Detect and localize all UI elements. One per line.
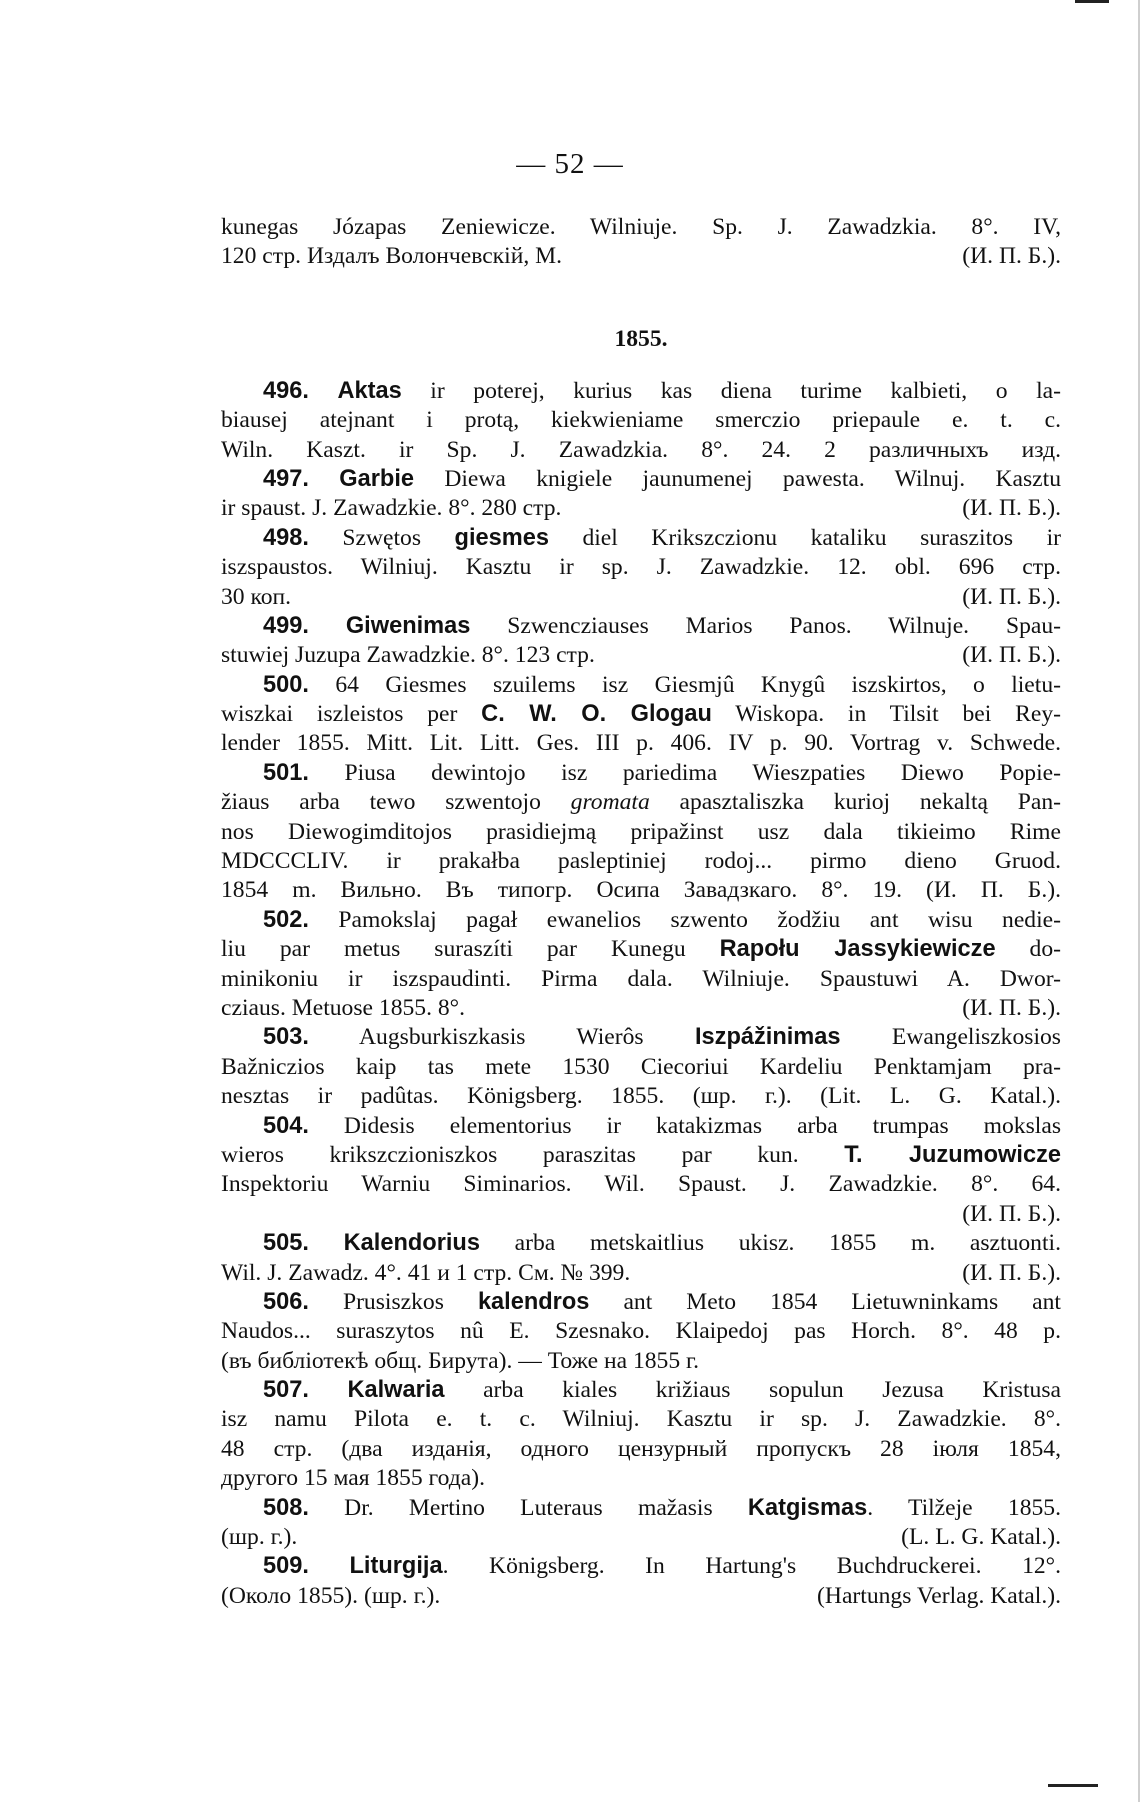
entry-number: 499. — [263, 612, 309, 639]
entry-line: Naudos... suraszytos nû E. Szesnako. Klaipedoj pas Horch. 8°. 48 p. — [221, 1318, 1061, 1345]
entry-keyword: T. Juzumowicze — [844, 1141, 1061, 1168]
entry-line: wieros krikszczioniszkos paraszitas par kun. T. Juzumowicze — [221, 1141, 1061, 1168]
entry-keyword: Garbie — [339, 465, 414, 492]
entry-line: stuwiej Juzupa Zawadzkie. 8°. 123 стр. (И. П. Б.). — [221, 641, 1061, 670]
entry-498: 498. Szwętos giesmes diel Krikszczionu kataliku suraszitos ir — [263, 524, 1062, 551]
entry-505: 505. Kalendorius arba metskaitlius ukisz. 1855 m. asztuonti. — [263, 1230, 1061, 1257]
entry-501: 501. Piusa dewintojo isz pariedima Wieszpaties Diewo Popie- — [263, 759, 1061, 786]
entry-line: wiszkai iszleistos per C. W. O. Glogau Wiskopa. in Tilsit bei Rey- — [221, 701, 1061, 728]
page-number: — 52 — — [516, 148, 624, 180]
entry-line: nesztas ir padûtas. Königsberg. 1855. (шр. г.). (Lit. L. G. Katal.). — [221, 1083, 1061, 1110]
source-mark: (И. П. Б.). — [962, 495, 1061, 522]
year-heading: 1855. — [614, 325, 668, 352]
entry-503: 503. Augsburkiszkasis Wierôs Iszpážinimas Ewangeliszkosios — [263, 1024, 1061, 1051]
entry-line: 48 стр. (два изданія, одного цензурный пропускъ 28 іюля 1854, — [221, 1435, 1061, 1462]
scan-speck — [1075, 0, 1109, 3]
entry-keyword: Kalendorius — [343, 1230, 480, 1257]
entry-keyword: kalendros — [477, 1288, 590, 1315]
entry-499: 499. Giwenimas Szwencziauses Marios Panos. Wilnuje. Spau- — [263, 612, 1061, 639]
entry-number: 506. — [263, 1288, 309, 1315]
entry-number: 503. — [263, 1024, 309, 1051]
entry-number: 504. — [263, 1112, 309, 1139]
entry-line: Wil. J. Zawadz. 4°. 41 и 1 стр. См. № 399. (И. П. Б.). — [221, 1259, 1061, 1288]
entry-keyword: Aktas — [337, 377, 402, 404]
source-mark: (И. П. Б.). — [962, 1259, 1061, 1286]
entry-line: Bažniczios kaip tas mete 1530 Ciecoriui Kardeliu Penktamjam pra- — [221, 1053, 1061, 1080]
entry-line: cziaus. Metuose 1855. 8°. (И. П. Б.). — [221, 994, 1061, 1023]
entry-number: 508. — [263, 1494, 309, 1521]
entry-502: 502. Pamokslaj pagał ewanelios szwento žodžiu ant wisu nedie- — [263, 906, 1061, 933]
entry-line: lender 1855. Mitt. Lit. Litt. Ges. III p. 406. IV p. 90. Vortrag v. Schwede. — [221, 730, 1061, 757]
entry-508: 508. Dr. Mertino Luteraus mažasis Katgismas. Tilžeje 1855. — [263, 1494, 1061, 1521]
entry-506: 506. Prusiszkos kalendros ant Meto 1854 Lietuwninkams ant — [263, 1288, 1061, 1315]
source-mark: (И. П. Б.). — [962, 583, 1061, 610]
entry-keyword: Kalwaria — [347, 1377, 445, 1404]
source-mark: (И. П. Б.). — [962, 642, 1061, 669]
entry-line: žiaus arba tewo szwentojo gromata apasztaliszka kurioj nekaltą Pan- — [221, 789, 1062, 816]
entry-number: 496. — [263, 377, 309, 404]
entry-keyword: C. W. O. Glogau — [481, 701, 712, 728]
entry-line: MDCCCLIV. ir prakałba pasleptiniej rodoj... pirmo dieno Gruod. — [221, 848, 1061, 875]
source-mark: (И. П. Б.). — [962, 994, 1061, 1021]
entry-line: (въ библіотекѣ общ. Бирута). — Тоже на 1855 г. — [221, 1347, 699, 1374]
intro-line: kunegas Józapas Zeniewicze. Wilniuje. Sp. J. Zawadzkia. 8°. IV, — [221, 214, 1061, 240]
entry-number: 498. — [263, 524, 309, 551]
entry-line: Wiln. Kaszt. ir Sp. J. Zawadzkia. 8°. 24. 2 различныхъ изд. — [221, 436, 1061, 463]
entry-number: 502. — [263, 906, 309, 933]
source-mark: (Hartungs Verlag. Katal.). — [817, 1582, 1061, 1609]
entry-507: 507. Kalwaria arba kiales križiaus sopulun Jezusa Kristusa — [263, 1377, 1061, 1404]
entry-number: 500. — [263, 671, 309, 698]
entry-number: 507. — [263, 1377, 309, 1404]
entry-line: isz namu Pilota e. t. c. Wilniuj. Kasztu ir sp. J. Zawadzkie. 8°. — [221, 1406, 1061, 1433]
entry-line: liu par metus suraszíti par Kunegu Rapołu Jassykiewicze do- — [221, 936, 1061, 963]
entry-line: 1854 m. Вильно. Въ типогр. Осипа Завадзкаго. 8°. 19. (И. П. Б.). — [221, 877, 1061, 904]
entry-keyword: Katgismas — [747, 1494, 868, 1521]
entry-line: (шр. г.). (L. L. G. Katal.). — [221, 1523, 1061, 1552]
intro-line: 120 стр. Издалъ Волончевскій, М. (И. П. Б.). — [221, 242, 1061, 271]
entry-500: 500. 64 Giesmes szuilems isz Giesmjû Knygû iszskirtos, o lietu- — [263, 671, 1061, 698]
entry-number: 501. — [263, 759, 309, 786]
entry-line: Inspektoriu Warniu Siminarios. Wil. Spaust. J. Zawadzkie. 8°. 64. — [221, 1171, 1061, 1198]
entry-line: 30 коп. (И. П. Б.). — [221, 583, 1061, 612]
entry-keyword: Rapołu Jassykiewicze — [719, 936, 996, 963]
entry-line: biausej atejnant i protą, kiekwieniame smerczio priepaule e. t. c. — [221, 407, 1061, 434]
entry-line: iszspaustos. Wilniuj. Kasztu ir sp. J. Zawadzkie. 12. obl. 696 стр. — [221, 554, 1061, 581]
entry-line: minikoniu ir iszspaudinti. Pirma dala. Wilniuje. Spaustuwi A. Dwor- — [221, 965, 1061, 992]
entry-line: (Около 1855). (шр. г.). (Hartungs Verlag. Katal.). — [221, 1582, 1061, 1611]
entry-number: 505. — [263, 1230, 309, 1257]
entry-504: 504. Didesis elementorius ir katakizmas arba trumpas mokslas — [263, 1112, 1061, 1139]
entry-keyword: Liturgija — [349, 1553, 443, 1580]
entry-keyword: Iszpážinimas — [694, 1024, 841, 1051]
source-mark: (И. П. Б.). — [962, 1200, 1061, 1227]
entry-number: 497. — [263, 465, 309, 492]
entry-line: nos Diewogimditojos prasidiejmą pripažinst usz dala tikieimo Rime — [221, 818, 1061, 845]
scan-speck — [1048, 1784, 1098, 1787]
entry-496: 496. Aktas ir poterej, kurius kas diena turime kalbieti, o la- — [263, 377, 1061, 404]
entry-number: 509. — [263, 1553, 309, 1580]
bibliography-text — [221, 213, 1061, 1611]
entry-497: 497. Garbie Diewa knigiele jaunumenej pawesta. Wilnuj. Kasztu — [263, 465, 1061, 492]
entry-line: другого 15 мая 1855 года). — [221, 1465, 485, 1492]
entry-line: ir spaust. J. Zawadzkie. 8°. 280 стр. (И. П. Б.). — [221, 494, 1061, 523]
source-mark: (L. L. G. Katal.). — [901, 1524, 1061, 1551]
entry-keyword: giesmes — [454, 524, 549, 551]
source-mark: (И. П. Б.). — [962, 243, 1061, 270]
entry-keyword: Giwenimas — [345, 612, 471, 639]
entry-italic: gromata — [570, 789, 650, 816]
entry-509: 509. Liturgija. Königsberg. In Hartung's Buchdruckerei. 12°. — [263, 1553, 1061, 1580]
